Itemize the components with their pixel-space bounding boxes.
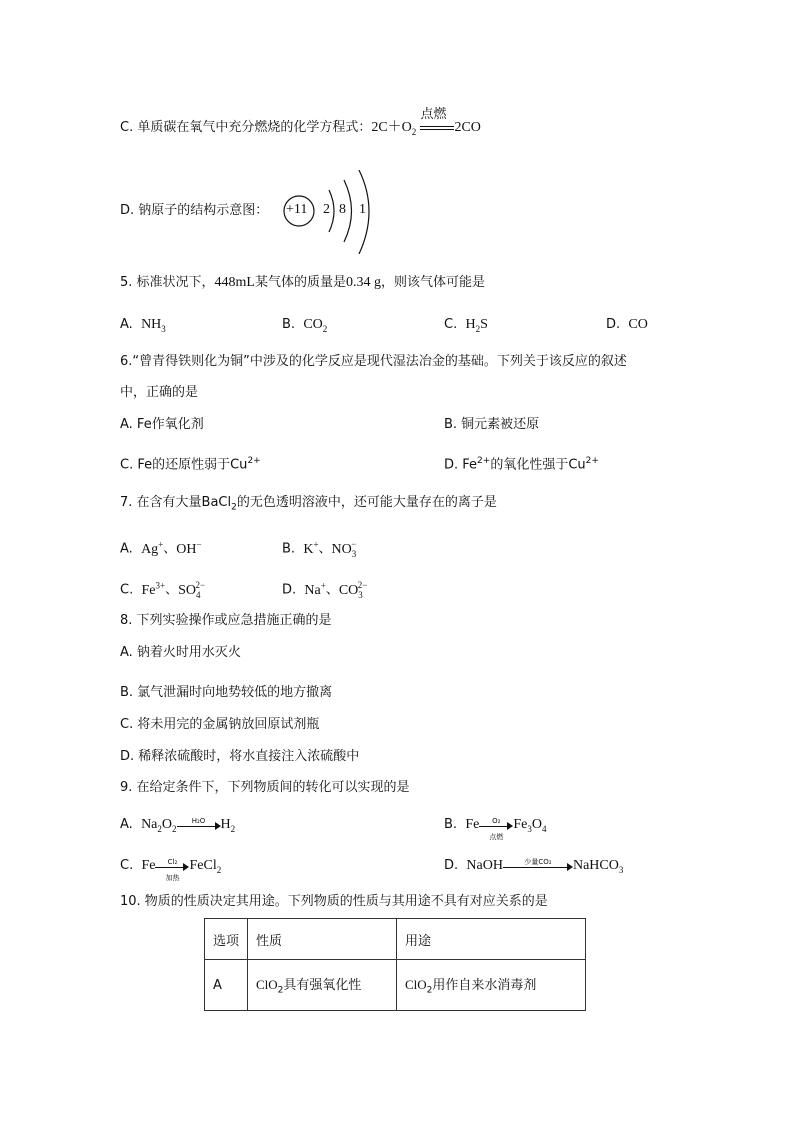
q8-option-c[interactable]: C. 将未用完的金属钠放回原试剂瓶	[120, 717, 320, 732]
row-use: ClO$_2$用作自来水消毒剂	[397, 960, 586, 1011]
shell-3-count: 1	[359, 202, 366, 217]
q8-option-d[interactable]: D. 稀释浓硫酸时，将水直接注入浓硫酸中	[120, 749, 360, 764]
q6-stem-line1: 6.“曾青得铁则化为铜”中涉及的化学反应是现代湿法冶金的基础。下列关于该反应的叙述	[120, 354, 627, 369]
header-option: 选项	[205, 919, 248, 960]
q6-option-a[interactable]: A. Fe作氧化剂	[120, 417, 204, 432]
q5-stem: 5. 标准状况下，448mL某气体的质量是0.34 g，则该气体可能是	[120, 275, 486, 290]
q7-option-b[interactable]: B. K+、$NO_3^-$	[282, 539, 357, 559]
equals-line-top	[420, 126, 454, 127]
q7-option-d[interactable]: D. Na+、$CO_3^{2-}$	[282, 580, 368, 600]
header-use: 用途	[397, 919, 586, 960]
q8-option-b[interactable]: B. 氯气泄漏时向地势较低的地方撤离	[120, 685, 333, 700]
q8-stem: 8. 下列实验操作或应急措施正确的是	[120, 613, 332, 628]
q7-option-c[interactable]: C. $Fe^{3+}$、$SO_4^{2-}$	[120, 580, 206, 600]
q5-option-a[interactable]: A. $NH_3$	[120, 317, 166, 334]
condition-bar	[420, 106, 454, 134]
row-property: ClO$_2$具有强氧化性	[248, 960, 397, 1011]
q7-option-a[interactable]: A. Ag+、OH−	[120, 539, 202, 557]
equation-right: 2CO	[454, 120, 481, 135]
q9-stem: 9. 在给定条件下，下列物质间的转化可以实现的是	[120, 780, 410, 795]
q6-option-c[interactable]: C. Fe的还原性弱于$Cu^{2+}$	[120, 456, 261, 473]
table-row	[205, 960, 586, 1011]
equals-line-bottom	[420, 129, 454, 130]
q7-stem: 7. 在含有大量BaCl$_2$的无色透明溶液中，还可能大量存在的离子是	[120, 495, 497, 513]
header-property: 性质	[248, 919, 397, 960]
q5-option-b[interactable]: B. $CO_2$	[282, 317, 328, 334]
table-header-row	[205, 919, 586, 960]
q6-stem-line2: 中，正确的是	[120, 385, 199, 400]
q9-option-d[interactable]: D. NaOH 少量CO₂ NaHCO$_3$	[444, 857, 624, 875]
option-d-sodium-atom: D. 钠原子的结构示意图：	[120, 203, 269, 218]
q5-option-c[interactable]: C. $H_2S$	[444, 317, 488, 334]
equation-left: $2C+O_2$	[371, 120, 417, 137]
reaction-arrow-b: O₂ 点燃	[479, 819, 513, 831]
q6-option-d[interactable]: D. $Fe^{2+}$的氧化性强于$Cu^{2+}$	[444, 456, 599, 473]
q6-option-b[interactable]: B. 铜元素被还原	[444, 417, 540, 432]
reaction-arrow-d: 少量CO₂	[503, 860, 573, 872]
atom-diagram	[281, 168, 381, 260]
q8-option-a[interactable]: A. 钠着火时用水灭火	[120, 645, 241, 660]
shell-2-count: 8	[339, 202, 346, 217]
q9-option-a[interactable]: A. $Na_2O_2$ H₂O $H_2$	[120, 816, 236, 834]
q9-option-c[interactable]: C. Fe Cl₂ 加热 FeCl$_2$	[120, 857, 222, 882]
q10-table	[204, 918, 586, 1011]
row-option: A	[205, 960, 248, 1011]
q10-stem: 10. 物质的性质决定其用途。下列物质的性质与其用途不具有对应关系的是	[120, 894, 548, 909]
nucleus-charge: +11	[286, 202, 308, 217]
shell-1-count: 2	[323, 202, 330, 217]
reaction-arrow-c: Cl₂ 加热	[155, 860, 189, 872]
condition-label: 点燃	[420, 106, 447, 122]
q5-option-d[interactable]: D. CO	[606, 317, 648, 332]
option-c-equation: C. 单质碳在氧气中充分燃烧的化学方程式：$2C+O_2$ 点燃 2CO	[120, 106, 481, 137]
reaction-arrow-a: H₂O	[177, 819, 221, 831]
q9-option-b[interactable]: B. Fe O₂ 点燃 $Fe_3O_4$	[444, 816, 547, 841]
